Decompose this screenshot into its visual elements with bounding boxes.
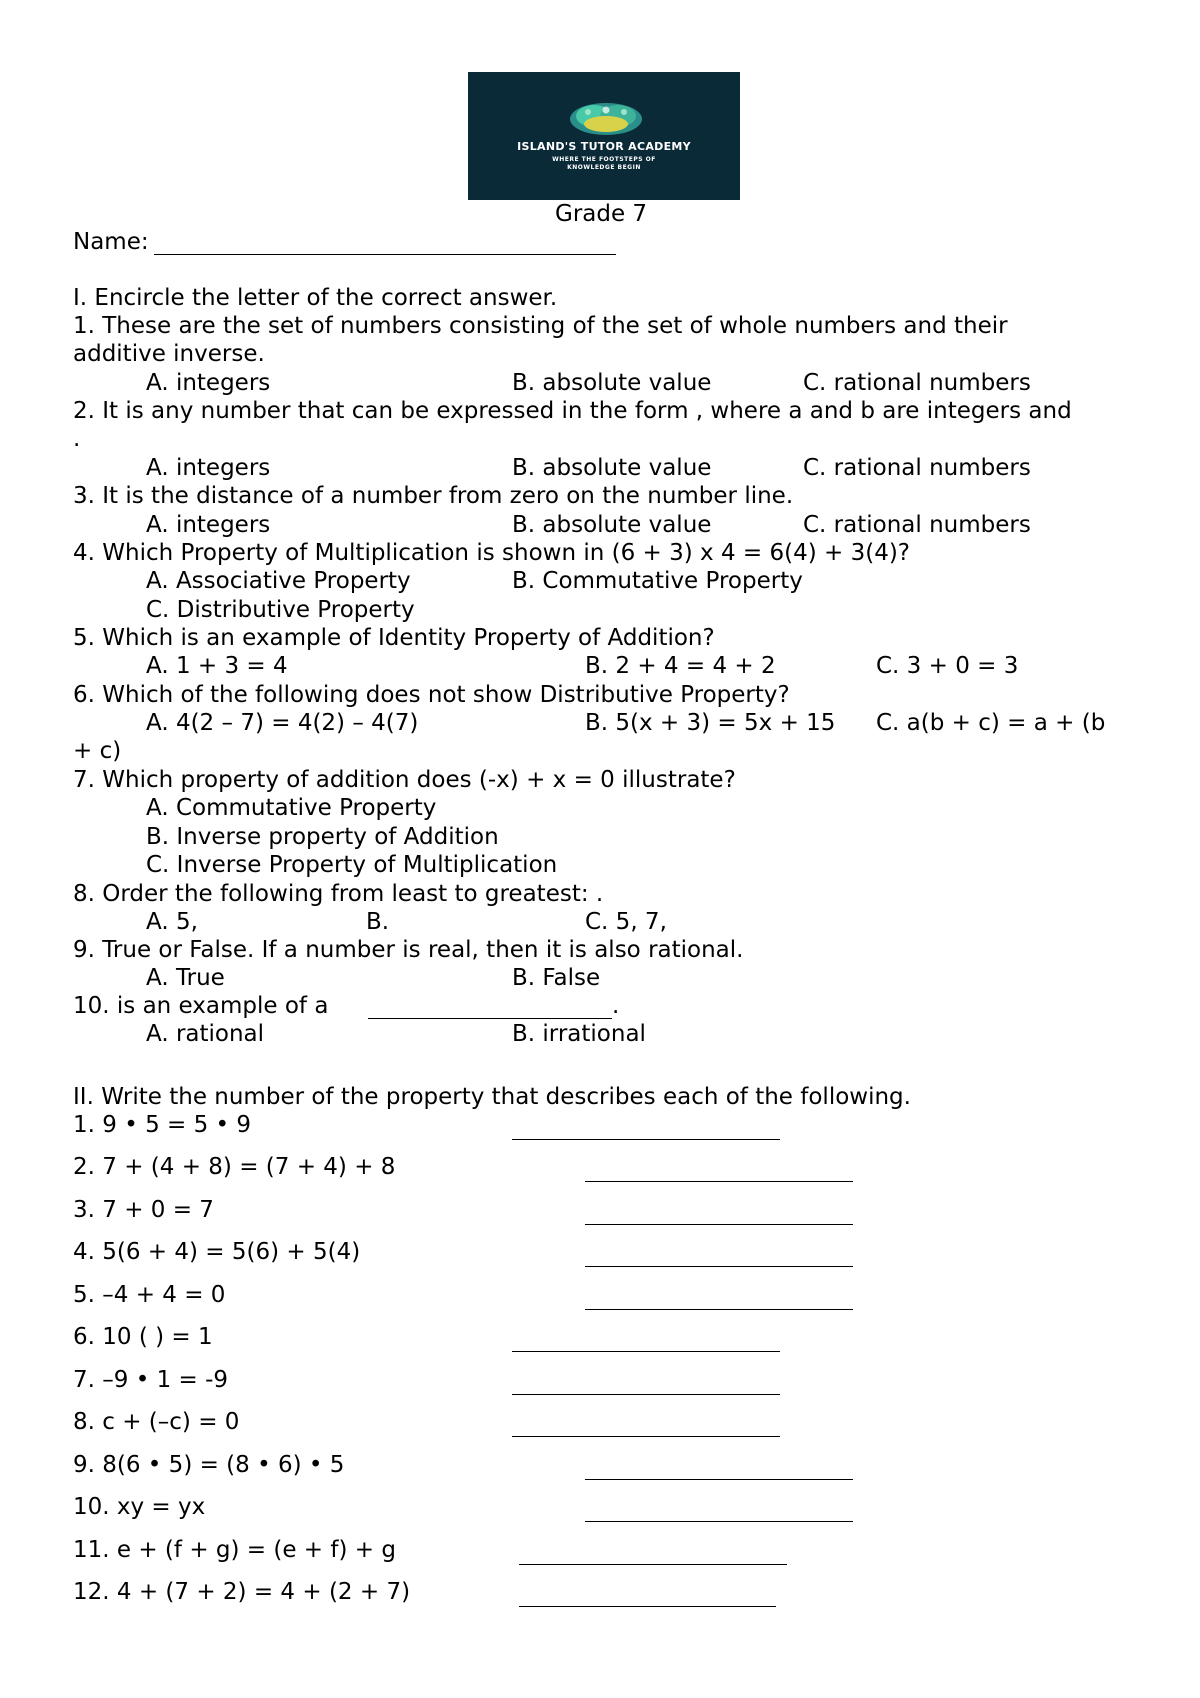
q7-text: 7. Which property of addition does (-x) + x = 0 illustrate? — [73, 767, 736, 793]
q6-choice-b[interactable]: B. 5(x + 3) = 5x + 15 — [585, 710, 836, 736]
property-item-10: 10. xy = yx — [73, 1494, 206, 1520]
q3-choice-c[interactable]: C. rational numbers — [803, 512, 1031, 538]
property-answer-line-3[interactable] — [585, 1224, 853, 1225]
property-answer-line-12[interactable] — [519, 1606, 776, 1607]
q1-choice-b[interactable]: B. absolute value — [512, 370, 712, 396]
q10-text: 10. is an example of a — [73, 993, 329, 1019]
q6-choice-c-continued: + c) — [73, 738, 122, 764]
q9-text: 9. True or False. If a number is real, then it is also rational. — [73, 937, 744, 963]
q3-choice-b[interactable]: B. absolute value — [512, 512, 712, 538]
q1-text-line-2: additive inverse. — [73, 341, 265, 367]
property-answer-line-11[interactable] — [519, 1564, 787, 1565]
q2-choice-b[interactable]: B. absolute value — [512, 455, 712, 481]
property-answer-line-4[interactable] — [585, 1266, 853, 1267]
q9-choice-a[interactable]: A. True — [146, 965, 225, 991]
property-item-9: 9. 8(6 • 5) = (8 • 6) • 5 — [73, 1452, 345, 1478]
section2-instruction: II. Write the number of the property that describes each of the following. — [73, 1084, 911, 1110]
property-answer-line-1[interactable] — [512, 1139, 780, 1140]
q4-choice-a[interactable]: A. Associative Property — [146, 568, 411, 594]
q3-text: 3. It is the distance of a number from zero on the number line. — [73, 483, 794, 509]
q2-text-line-2: . — [73, 426, 81, 452]
property-item-12: 12. 4 + (7 + 2) = 4 + (2 + 7) — [73, 1579, 411, 1605]
q2-choice-c[interactable]: C. rational numbers — [803, 455, 1031, 481]
logo-brand-name: ISLAND'S TUTOR ACADEMY — [517, 140, 691, 153]
q10-text-end: . — [612, 993, 620, 1019]
logo-tagline — [468, 156, 740, 172]
q10-choice-a[interactable]: A. rational — [146, 1021, 265, 1047]
q1-choice-c[interactable]: C. rational numbers — [803, 370, 1031, 396]
q6-choice-c[interactable]: C. a(b + c) = a + (b — [876, 710, 1106, 736]
q9-choice-b[interactable]: B. False — [512, 965, 601, 991]
q8-text: 8. Order the following from least to greatest: . — [73, 881, 604, 907]
property-answer-line-9[interactable] — [585, 1479, 853, 1480]
property-item-3: 3. 7 + 0 = 7 — [73, 1197, 214, 1223]
property-item-1: 1. 9 • 5 = 5 • 9 — [73, 1112, 252, 1138]
brain-icon — [566, 100, 646, 138]
q7-choice-c[interactable]: C. Inverse Property of Multiplication — [146, 852, 558, 878]
q7-choice-b[interactable]: B. Inverse property of Addition — [146, 824, 499, 850]
logo-tagline-line-2: KNOWLEDGE BEGIN — [567, 164, 641, 171]
logo-tagline-line-1: WHERE THE FOOTSTEPS OF — [552, 156, 656, 163]
property-item-2: 2. 7 + (4 + 8) = (7 + 4) + 8 — [73, 1154, 396, 1180]
academy-logo — [468, 72, 740, 200]
property-item-7: 7. –9 • 1 = -9 — [73, 1367, 229, 1393]
property-answer-line-6[interactable] — [512, 1351, 780, 1352]
q4-choice-b[interactable]: B. Commutative Property — [512, 568, 803, 594]
q2-choice-a[interactable]: A. integers — [146, 455, 271, 481]
q4-text: 4. Which Property of Multiplication is shown in (6 + 3) x 4 = 6(4) + 3(4)? — [73, 540, 911, 566]
q1-choice-a[interactable]: A. integers — [146, 370, 271, 396]
q2-text-line-1: 2. It is any number that can be expressed in the form , where a and b are integers and — [73, 398, 1072, 424]
q8-choice-c[interactable]: C. 5, 7, — [585, 909, 667, 935]
property-answer-line-7[interactable] — [512, 1394, 780, 1395]
name-label: Name: — [73, 229, 149, 255]
q10-answer-line[interactable] — [368, 1018, 612, 1019]
q6-text: 6. Which of the following does not show Distributive Property? — [73, 682, 790, 708]
q5-text: 5. Which is an example of Identity Property of Addition? — [73, 625, 715, 651]
q3-choice-a[interactable]: A. integers — [146, 512, 271, 538]
grade-label: Grade 7 — [555, 201, 648, 227]
property-item-6: 6. 10 ( ) = 1 — [73, 1324, 213, 1350]
section1-instruction: I. Encircle the letter of the correct answer. — [73, 285, 558, 311]
property-answer-line-8[interactable] — [512, 1436, 780, 1437]
property-answer-line-5[interactable] — [585, 1309, 853, 1310]
property-item-5: 5. –4 + 4 = 0 — [73, 1282, 226, 1308]
property-answer-line-2[interactable] — [585, 1181, 853, 1182]
q1-text-line-1: 1. These are the set of numbers consisting of the set of whole numbers and their — [73, 313, 1008, 339]
property-answer-line-10[interactable] — [585, 1521, 853, 1522]
q5-choice-c[interactable]: C. 3 + 0 = 3 — [876, 653, 1019, 679]
property-item-11: 11. e + (f + g) = (e + f) + g — [73, 1537, 396, 1563]
property-item-4: 4. 5(6 + 4) = 5(6) + 5(4) — [73, 1239, 361, 1265]
q4-choice-c[interactable]: C. Distributive Property — [146, 597, 415, 623]
q5-choice-b[interactable]: B. 2 + 4 = 4 + 2 — [585, 653, 776, 679]
q5-choice-a[interactable]: A. 1 + 3 = 4 — [146, 653, 288, 679]
q7-choice-a[interactable]: A. Commutative Property — [146, 795, 437, 821]
name-answer-line[interactable] — [154, 254, 616, 255]
property-item-8: 8. c + (–c) = 0 — [73, 1409, 240, 1435]
q10-choice-b[interactable]: B. irrational — [512, 1021, 646, 1047]
q6-choice-a[interactable]: A. 4(2 – 7) = 4(2) – 4(7) — [146, 710, 419, 736]
q8-choice-b[interactable]: B. — [366, 909, 390, 935]
q8-choice-a[interactable]: A. 5, — [146, 909, 198, 935]
